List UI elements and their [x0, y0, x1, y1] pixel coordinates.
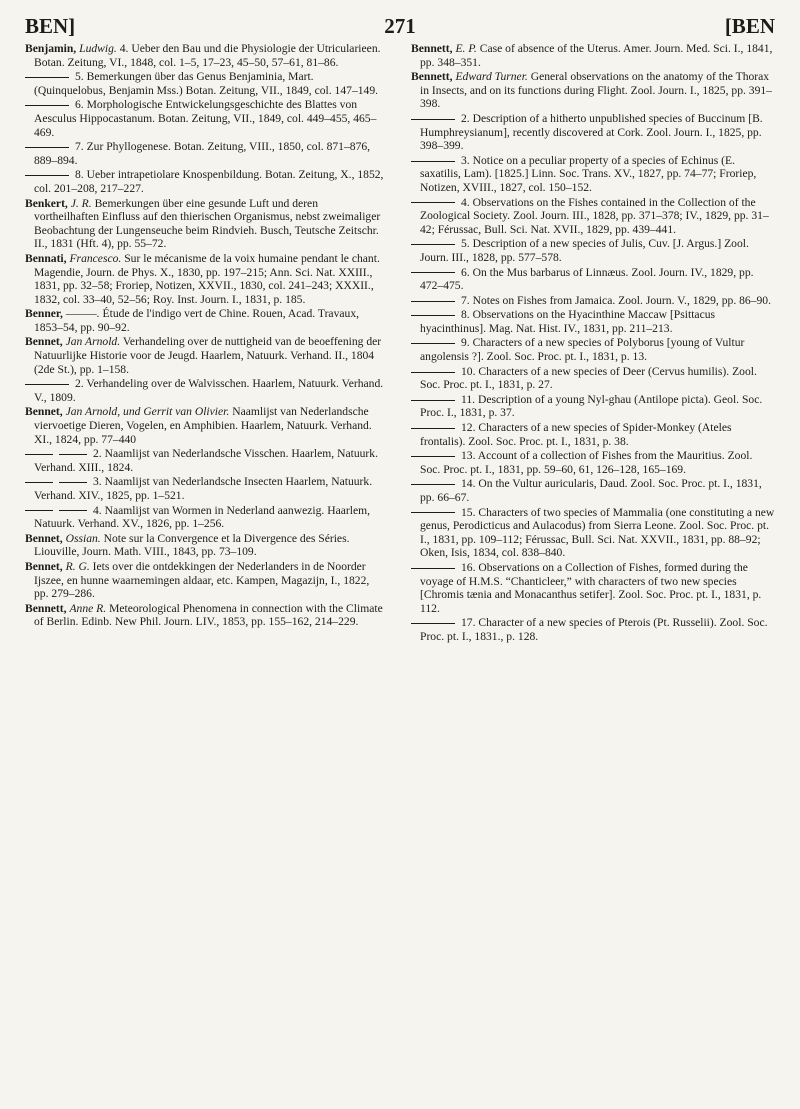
- entry-text: Naamlijst van Nederlandsche viervoetige Dieren, Vogelen, en Amphibien. Haarlem, Natuurk. Verhand. XI., 1824, pp. 77–440: [34, 405, 372, 446]
- bibliography-entry: [25, 405, 385, 446]
- bibliography-entry: [25, 532, 385, 559]
- ditto-rule: [25, 105, 69, 106]
- ditto-rule: [411, 244, 455, 245]
- ditto-rule: [411, 428, 455, 429]
- bibliography-entry: [411, 308, 775, 335]
- entry-author: Bennet,: [25, 335, 63, 349]
- page-number: 271: [384, 14, 416, 38]
- right-column: [411, 42, 775, 645]
- bibliography-entry: [25, 560, 385, 601]
- bibliography-entry: [25, 504, 385, 531]
- bibliography-entry: [411, 196, 775, 237]
- entry-author: Benner,: [25, 307, 63, 321]
- entry-text: Note sur la Convergence et la Divergence des Séries. Liouville, Journ. Math. VIII., 1843, pp. 73–109.: [34, 531, 350, 559]
- bibliography-entry: [25, 252, 385, 306]
- bibliography-entry: [25, 377, 385, 404]
- ditto-rule: [59, 454, 87, 455]
- entry-text: 3. Naamlijst van Nederlandsche Insecten Haarlem, Natuurk. Verhand. XIV., 1825, pp. 1–521.: [34, 475, 373, 502]
- bibliography-entry: [25, 70, 385, 97]
- entry-text: 12. Characters of a new species of Spider-Monkey (Ateles frontalis). Zool. Soc. Proc. pt. I., 1831, p. 38.: [420, 421, 732, 448]
- bibliography-entry: [25, 475, 385, 502]
- entry-text: Verhandeling over de nuttigheid van de beoeffening der Natuurlijke Historie voor de Jeugd. Haarlem, Natuurk. Verhand. II., 1804 (2de St.), pp. 1–158.: [34, 335, 382, 376]
- entry-given-name: Jan Arnold.: [65, 335, 121, 349]
- entry-given-name: Jan Arnold, und Gerrit van Olivier.: [65, 405, 230, 419]
- bibliography-entry: [25, 602, 385, 629]
- entry-text: 7. Notes on Fishes from Jamaica. Zool. Journ. V., 1829, pp. 86–90.: [461, 293, 772, 307]
- ditto-rule: [411, 272, 455, 273]
- ditto-rule: [25, 454, 53, 455]
- entry-text: 6. On the Mus barbarus of Linnæus. Zool. Journ. IV., 1829, pp. 472–475.: [420, 265, 754, 293]
- entry-text: Iets over die ontdekkingen der Nederlanders in de Noorder Ijszee, en hunne waarnemingen aldaar, etc. Kampen, Magazijn, I., 1822, pp. 279–286.: [34, 559, 370, 601]
- entry-author: Bennett,: [25, 601, 67, 615]
- bibliography-entry: [411, 336, 775, 363]
- entry-author: Bennett,: [411, 70, 453, 84]
- bibliography-entry: [411, 616, 775, 643]
- ditto-rule: [411, 400, 455, 401]
- bibliography-entry: [411, 237, 775, 264]
- ditto-rule: [411, 512, 455, 513]
- ditto-rule: [25, 482, 53, 483]
- ditto-rule: [411, 202, 455, 203]
- bibliography-entry: [411, 365, 775, 392]
- left-column: [25, 42, 385, 630]
- bibliography-entry: [25, 168, 385, 195]
- page-header: [25, 14, 775, 40]
- entry-given-name: R. G.: [65, 559, 90, 573]
- ditto-rule: [25, 384, 69, 385]
- entry-given-name: Anne R.: [69, 601, 107, 615]
- ditto-rule: [25, 510, 53, 511]
- entry-text: 4. Naamlijst van Wormen in Nederland aanwezig. Haarlem, Natuurk. Verhand. XV., 1826, pp. 1–256.: [34, 503, 371, 531]
- entry-text: 5. Bemerkungen über das Genus Benjaminia, Mart. (Quinquelobus, Benjamin Mss.) Botan. Zeitung, VII., 1849, col. 147–149.: [34, 70, 379, 97]
- entry-text: 5. Description of a new species of Julis, Cuv. [J. Argus.] Zool. Journ. III., 1828, pp. 577–578.: [420, 237, 749, 264]
- entry-text: 9. Characters of a new species of Polyborus [young of Vultur angolensis ?]. Zool. Soc. Proc. pt. I., 1831, p. 13.: [420, 336, 745, 364]
- entry-text: 8. Observations on the Hyacinthine Maccaw [Psittacus hyacinthinus]. Mag. Nat. Hist. IV., 1831, pp. 211–213.: [420, 308, 716, 335]
- ditto-rule: [411, 343, 455, 344]
- bibliography-entry: [411, 477, 775, 504]
- bibliography-entry: [25, 140, 385, 167]
- bibliography-entry: [25, 197, 385, 251]
- entry-text: 13. Account of a collection of Fishes from the Mauritius. Zool. Soc. Proc. pt. I., 1831, pp. 59–60, 61, 126–128, 165–169.: [420, 449, 753, 476]
- entry-given-name: Ludwig.: [79, 42, 117, 55]
- entry-given-name: J. R.: [70, 196, 92, 210]
- ditto-rule: [411, 372, 455, 373]
- entry-text: Étude de l'indigo vert de Chine. Rouen, Acad. Travaux, 1853–54, pp. 90–92.: [34, 307, 360, 334]
- bibliography-entry: [411, 393, 775, 420]
- entry-author: Bennett,: [411, 42, 453, 55]
- entry-text: 3. Notice on a peculiar property of a species of Echinus (E. saxatilis, Lam). [1825.] Linn. Soc. Trans. XV., 1827, pp. 74–77; Froriep, Notizen, XVIII., 1827, col. 150–152.: [420, 153, 757, 194]
- entry-text: 8. Ueber intrapetiolare Knospenbildung. Botan. Zeitung, X., 1852, col. 201–208, 217–227.: [34, 168, 384, 195]
- ditto-rule: [411, 161, 455, 162]
- entry-given-name: E. P.: [455, 42, 477, 55]
- entry-text: Bemerkungen über eine gesunde Luft und deren vortheilhaften Einfluss auf den thierischen Organismus, nebst zweimaliger Beobachtung der Lungenseuche beim Rindvieh. Busch, Teutsche Zeitschr. II., 1831 (Hft. 4), pp. 55–72.: [34, 196, 381, 251]
- ditto-rule: [411, 568, 455, 569]
- bibliography-entry: [411, 561, 775, 615]
- entry-text: 16. Observations on a Collection of Fishes, formed during the voyage of H.M.S. “Chanticleer,” with characters of two new species [Chromis tænia and Monacanthus setifer]. Zool. Soc. Proc. pt. I., 1831, p. 112.: [420, 560, 762, 615]
- entry-text: 7. Zur Phyllogenese. Botan. Zeitung, VIII., 1850, col. 871–876, 889–894.: [34, 140, 371, 167]
- entry-given-name: Ossian.: [65, 531, 101, 545]
- entry-text: 15. Characters of two species of Mammalia (one constituting a new genus, Perodicticus and Aulacodus) from Sierra Leone. Zool. Soc. Proc. pt. I., 1831, pp. 109–112; Férussac, Bull. Sci. Nat. XXVII., 1831, pp. 88–92; Oken, Isis, 1834, col. 838–840.: [420, 505, 775, 560]
- entry-given-name: Francesco.: [69, 251, 122, 265]
- entry-text: 2. Verhandeling over de Walvisschen. Haarlem, Natuurk. Verhand. V., 1809.: [34, 377, 384, 404]
- entry-text: 6. Morphologische Entwickelungsgeschichte des Blattes von Aesculus Hippocastanum. Botan. Zeitung, VII., 1849, col. 449–455, 465–469.: [34, 98, 377, 139]
- entry-text: Sur le mécanisme de la voix humaine pendant le chant. Magendie, Journ. de Phys. X., 1830, pp. 197–215; Ann. Sci. Nat. XXIII., 1831, pp. 32–58; Froriep, Notizen, XXVII., 1830, col. 241–243; XXXII., 1832, col. 33–40, 52–56; Roy. Inst. Journ. I., 1831, p. 185.: [34, 251, 380, 306]
- ditto-rule: [25, 175, 69, 176]
- entry-given-name: Edward Turner.: [455, 70, 528, 84]
- ditto-rule: [25, 77, 69, 78]
- entry-author: Benkert,: [25, 196, 68, 210]
- entry-text: 10. Characters of a new species of Deer (Cervus humilis). Zool. Soc. Proc. pt. I., 1831, p. 27.: [420, 364, 757, 392]
- bibliography-entry: [411, 154, 775, 195]
- entry-given-name: ———.: [65, 307, 100, 321]
- entry-author: Benjamin,: [25, 42, 77, 55]
- bibliography-entry: [411, 506, 775, 560]
- bibliography-entry: [25, 42, 385, 69]
- ditto-rule: [411, 484, 455, 485]
- entry-text: 2. Description of a hitherto unpublished species of Buccinum [B. Humphreysianum], recently discovered at Cork. Zool. Journ. I., 1825, pp. 398–399.: [420, 111, 763, 153]
- entry-text: 14. On the Vultur auricularis, Daud. Zool. Soc. Proc. pt. I., 1831, pp. 66–67.: [420, 477, 762, 504]
- ditto-rule: [25, 147, 69, 148]
- bibliography-entry: [411, 266, 775, 293]
- bibliography-entry: [411, 70, 775, 111]
- bibliography-entry: [411, 449, 775, 476]
- ditto-rule: [59, 482, 87, 483]
- bibliography-entry: [25, 335, 385, 376]
- entry-author: Bennet,: [25, 405, 63, 419]
- entry-author: Bennet,: [25, 531, 63, 545]
- header-right-range: [BEN: [724, 14, 775, 38]
- header-left-range: BEN]: [25, 14, 76, 38]
- entry-author: Bennet,: [25, 559, 63, 573]
- ditto-rule: [59, 510, 87, 511]
- bibliography-entry: [411, 42, 775, 69]
- entry-text: 4. Observations on the Fishes contained in the Collection of the Zoological Society. Zool. Journ. III., 1828, pp. 371–378; IV., 1829, pp. 31–42; Férussac, Bull. Sci. Nat. XVII., 1829, pp. 439–441.: [420, 195, 769, 236]
- bibliography-entry: [25, 447, 385, 474]
- entry-text: 4. Ueber den Bau und die Physiologie der Utricularieen. Botan. Zeitung, VI., 1848, col. 1–5, 17–23, 45–50, 57–61, 81–86.: [34, 42, 381, 69]
- ditto-rule: [411, 119, 455, 120]
- ditto-rule: [411, 456, 455, 457]
- ditto-rule: [411, 301, 455, 302]
- entry-text: 2. Naamlijst van Nederlandsche Visschen. Haarlem, Natuurk. Verhand. XIII., 1824.: [34, 447, 378, 474]
- ditto-rule: [411, 623, 455, 624]
- bibliography-entry: [25, 307, 385, 334]
- entry-text: Meteorological Phenomena in connection with the Climate of Berlin. Edinb. New Phil. Journ. LIV., 1853, pp. 155–162, 214–229.: [34, 601, 383, 629]
- bibliography-entry: [411, 294, 775, 308]
- ditto-rule: [411, 315, 455, 316]
- bibliography-entry: [411, 421, 775, 448]
- bibliography-entry: [411, 112, 775, 153]
- entry-text: 11. Description of a young Nyl-ghau (Antilope picta). Geol. Soc. Proc. I., 1831, p. 37.: [420, 392, 763, 420]
- entry-author: Bennati,: [25, 251, 67, 265]
- entry-text: General observations on the anatomy of the Thorax in Insects, and on its functions during Flight. Zool. Journ. I., 1825, pp. 391–398.: [420, 70, 772, 111]
- entry-text: 17. Character of a new species of Pterois (Pt. Russelii). Zool. Soc. Proc. pt. I., 1831., p. 128.: [420, 616, 768, 643]
- bibliography-entry: [25, 98, 385, 139]
- entry-text: Case of absence of the Uterus. Amer. Journ. Med. Sci. I., 1841, pp. 348–351.: [420, 42, 773, 69]
